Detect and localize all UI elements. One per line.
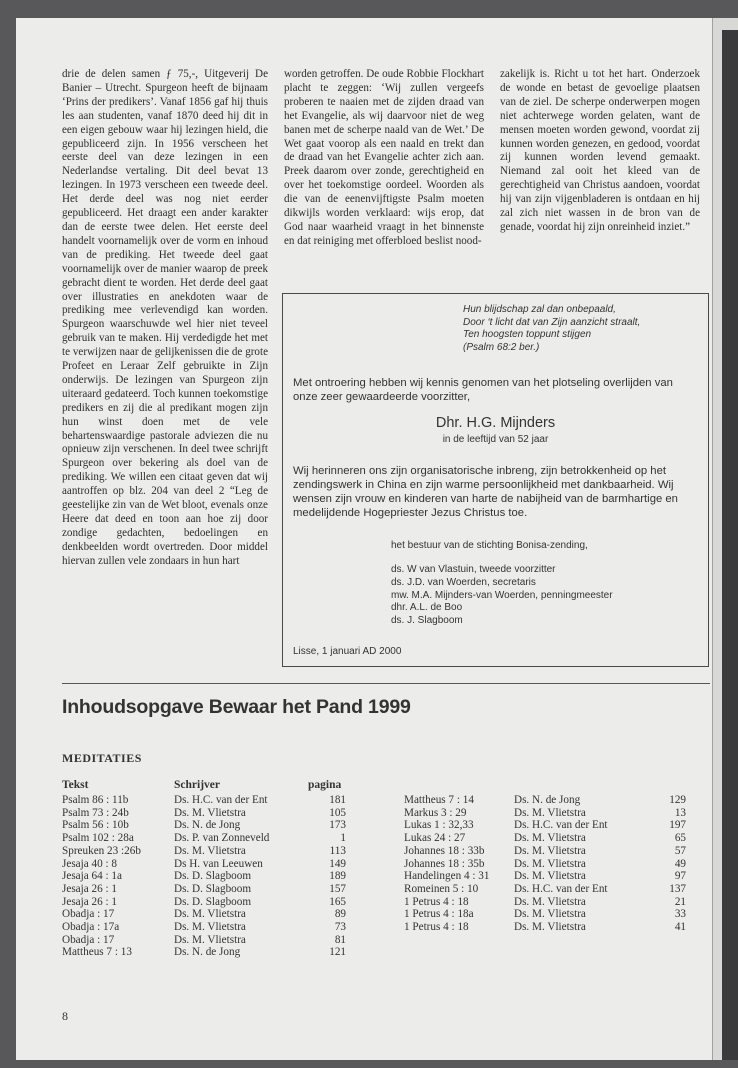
deceased-name: Dhr. H.G. Mijnders: [435, 415, 556, 431]
section-divider: [62, 683, 710, 684]
article-column-2: [284, 68, 484, 249]
index-writer: Ds. M. Vlietstra: [174, 933, 246, 946]
index-text-ref: Psalm 73 : 24b: [62, 806, 129, 819]
index-writer: Ds. N. de Jong: [514, 794, 581, 806]
index-writer: Ds. M. Vlietstra: [514, 895, 586, 908]
index-page: 65: [674, 832, 686, 845]
psalm-quote: [463, 304, 703, 354]
index-writer: Ds. M. Vlietstra: [514, 870, 586, 883]
index-page: 49: [674, 857, 686, 870]
index-text-ref: Spreuken 23 :26b: [62, 844, 141, 857]
board-members: [391, 564, 613, 628]
psalm-line: Door ‘t licht dat van Zijn aanzicht straalt,: [463, 316, 641, 328]
board-member: ds. J.D. van Woerden, secretaris: [391, 576, 536, 588]
board-member: ds. J. Slagboom: [391, 615, 463, 627]
index-writer: Ds. D. Slagboom: [174, 895, 252, 908]
index-page: 13: [674, 806, 686, 819]
index-writer: Ds. H.C. van der Ent: [514, 819, 608, 832]
index-text-ref: Obadja : 17: [62, 933, 115, 946]
index-page: 165: [329, 895, 346, 908]
index-page: 41: [674, 921, 686, 933]
index-page: 149: [329, 857, 346, 870]
psalm-reference: (Psalm 68:2 ber.): [463, 341, 540, 353]
psalm-line: Hun blijdschap zal dan onbepaald,: [463, 304, 616, 315]
index-page: 57: [674, 844, 686, 857]
index-writer: Ds. M. Vlietstra: [514, 908, 586, 921]
index-writer: Ds. M. Vlietstra: [514, 857, 586, 870]
index-text-ref: Romeinen 5 : 10: [404, 882, 479, 895]
article-paragraph: worden getroffen. De oude Robbie Flockhart placht te zeggen: ‘Wij zullen vergeefs proberen te naaien met de zijden draad van het Evangelie, als wij daarvoor niet de weg banen met de scherpe naald van de Wet.’ De Wet gaat voorop als een naald en trekt dan de draad van het Evangelie achter zich aan. Preek daarom over zonde, gerechtigheid en over het toekomstige oordeel. Woorden als die van de eenenvijftigste Psalm moeten dikwijls worden verklaard: wijs erop, dat God naar waarheid vraagt in het binnenste en dat reiniging met offerbloed beslist nood-: [284, 68, 484, 247]
article-paragraph: zakelijk is. Richt u tot het hart. Onderzoek de wonde en betast de gevoelige plaatsen van de ziel. De scherpe onderwerpen mogen niet achterwege worden gelaten, want de mensen moeten worden gewond, voordat zij kunnen worden genezen, en gedood, voordat zij kunnen worden levend gemaakt. Niemand zal ooit het kleed van de gerechtigheid van Christus aandoen, voordat hij van zijn vijgenbladeren is ontdaan en hij zal zich niet wassen in de bron van de genade, voordat hij zijn onreinheid inziet.”: [500, 68, 700, 233]
index-writer: Ds. P. van Zonneveld: [174, 832, 270, 845]
index-text-ref: Psalm 102 : 28a: [62, 832, 134, 845]
index-writer: Ds. M. Vlietstra: [514, 832, 586, 845]
index-page: 181: [329, 794, 346, 806]
index-writer: Ds. M. Vlietstra: [514, 921, 586, 933]
index-text-ref: Handelingen 4 : 31: [404, 870, 490, 883]
index-page: 73: [334, 921, 346, 933]
binding-shadow: [722, 30, 738, 1060]
index-text-ref: Obadja : 17: [62, 908, 115, 921]
index-writer: Ds. M. Vlietstra: [174, 806, 246, 819]
index-page: 129: [669, 794, 686, 806]
board-member: ds. W van Vlastuin, tweede voorzitter: [391, 564, 556, 575]
index-page: 97: [674, 870, 686, 883]
index-page: 105: [329, 806, 346, 819]
index-page: 81: [334, 933, 346, 946]
column-header-text: Tekst: [62, 779, 89, 791]
article-paragraph: drie de delen samen ƒ 75,-, Uitgeverij De Banier – Utrecht. Spurgeon heeft de bijnaam ‘Prins der predikers’. Vanaf 1856 gaf hij thuis les aan studenten, vanaf 1870 deed hij dit in een eigen gebouw waar hij lezingen hield, die gepubliceerd zijn. In 1956 verscheen het eerste deel van deze lezingen in een Nederlandse vertaling. Dit deel bevat 13 lezingen. In 1973 verscheen een tweede deel. Het derde deel was nog niet eerder gepubliceerd. Het draagt een ander karakter dan de eerste twee delen. Het eerste deel handelt voornamelijk over de vorm en inhoud van de prediking. Het tweede deel gaat voornamelijk over de manier waarop de preek gebracht dient te worden. Het derde deel gaat over illustraties en anekdoten waar de prediking mee verlevendigd kan worden. Spurgeon waarschuwde wel hier niet teveel gebruik van te maken. Hij verdedigde het met te verwijzen naar de gelijkenissen die de grote Profeet en Leraar Zelf gebruikte in Zijn onderwijs. De lezingen van Spurgeon zijn uiteraard gedateerd. Toch kunnen toekomstige predikers en zij die al predikant mogen zijn hun winst doen met de vele behartenswaardige pastorale adviezen die nu opnieuw zijn verschenen. In deel twee schrijft Spurgeon over bekering als doel van de prediking. We willen een citaat geven dat wij aantroffen op blz. 204 van deel 2 “Leg de geestelijke zin van de Wet bloot, evenals onze Heere dat deed en toon aan hoe zij door zondige gedachten, bedoelingen en denkbeelden wordt overtreden. Door middel hiervan zullen vele zondaars in hun hart: [62, 68, 268, 567]
index-page: 113: [329, 844, 346, 857]
index-page: 33: [674, 908, 686, 921]
place-date: Lisse, 1 januari AD 2000: [293, 646, 402, 657]
index-text-ref: Lukas 1 : 32,33: [404, 819, 474, 832]
index-page: 197: [669, 819, 686, 832]
index-text-ref: Johannes 18 : 35b: [404, 857, 485, 870]
index-writer: Ds. D. Slagboom: [174, 870, 252, 883]
index-text-ref: Obadja : 17a: [62, 921, 120, 933]
index-text-ref: 1 Petrus 4 : 18: [404, 921, 469, 933]
board-member: dhr. A.L. de Boo: [391, 602, 463, 614]
index-page: 157: [329, 882, 346, 895]
index-text-ref: Psalm 86 : 11b: [62, 794, 129, 806]
index-text-ref: 1 Petrus 4 : 18: [404, 895, 469, 908]
board-member: mw. M.A. Mijnders-van Woerden, penningmeester: [391, 589, 613, 601]
index-writer: Ds. M. Vlietstra: [514, 806, 586, 819]
index-writer: Ds. H.C. van der Ent: [514, 882, 608, 895]
index-page: 121: [329, 946, 346, 959]
article-column-1: [62, 68, 268, 569]
index-text-ref: Jesaja 26 : 1: [62, 882, 117, 895]
index-title: Inhoudsopgave Bewaar het Pand 1999: [62, 696, 411, 718]
page-number: 8: [62, 1009, 68, 1023]
index-writer: Ds. H.C. van der Ent: [174, 794, 268, 806]
index-writer: Ds. M. Vlietstra: [174, 908, 246, 921]
index-page: 21: [674, 895, 686, 908]
index-text-ref: 1 Petrus 4 : 18a: [404, 908, 474, 921]
article-column-3: [500, 68, 700, 235]
index-page: 89: [334, 908, 346, 921]
index-writer: Ds. N. de Jong: [174, 946, 241, 959]
index-text-ref: Jesaja 64 : 1a: [62, 870, 122, 883]
index-page: 189: [329, 870, 346, 883]
index-text-ref: Jesaja 40 : 8: [62, 857, 117, 870]
index-writer: Ds. N. de Jong: [174, 819, 241, 832]
index-text-ref: Markus 3 : 29: [404, 806, 467, 819]
index-text-ref: Psalm 56 : 10b: [62, 819, 129, 832]
index-page: 137: [669, 882, 686, 895]
board-line: het bestuur van de stichting Bonisa-zending,: [391, 540, 588, 551]
index-text-ref: Johannes 18 : 33b: [404, 844, 485, 857]
index-text-ref: Mattheus 7 : 14: [404, 794, 474, 806]
index-text-ref: Mattheus 7 : 13: [62, 946, 132, 959]
column-header-writer: Schrijver: [174, 779, 220, 791]
index-writer: Ds H. van Leeuwen: [174, 857, 263, 870]
section-heading: MEDITATIES: [62, 751, 142, 765]
remembrance-text: Wij herinneren ons zijn organisatorische inbreng, zijn betrokkenheid op het zendingswerk in China en zijn warme persoonlijkheid met dankbaarheid. Wij wensen zijn vrouw en kinderen van harte de nabijheid van de barmhartige en medelijdende Hogepriester Jezus Christus toe.: [293, 465, 678, 519]
obituary-announcement: [282, 293, 709, 667]
index-writer: Ds. D. Slagboom: [174, 882, 252, 895]
index-writer: Ds. M. Vlietstra: [514, 844, 586, 857]
index-page: 173: [329, 819, 346, 832]
psalm-line: Ten hoogsten toppunt stijgen: [463, 329, 592, 341]
index-text-ref: Jesaja 26 : 1: [62, 895, 117, 908]
announcement-intro: Met ontroering hebben wij kennis genomen van het plotseling overlijden van onze zeer gewaardeerde voorzitter,: [293, 377, 673, 403]
column-header-page: pagina: [308, 779, 342, 791]
index-writer: Ds. M. Vlietstra: [174, 844, 246, 857]
deceased-age: in de leeftijd van 52 jaar: [442, 434, 549, 445]
index-page: 1: [340, 832, 346, 845]
index-text-ref: Lukas 24 : 27: [404, 832, 466, 845]
index-writer: Ds. M. Vlietstra: [174, 921, 246, 933]
